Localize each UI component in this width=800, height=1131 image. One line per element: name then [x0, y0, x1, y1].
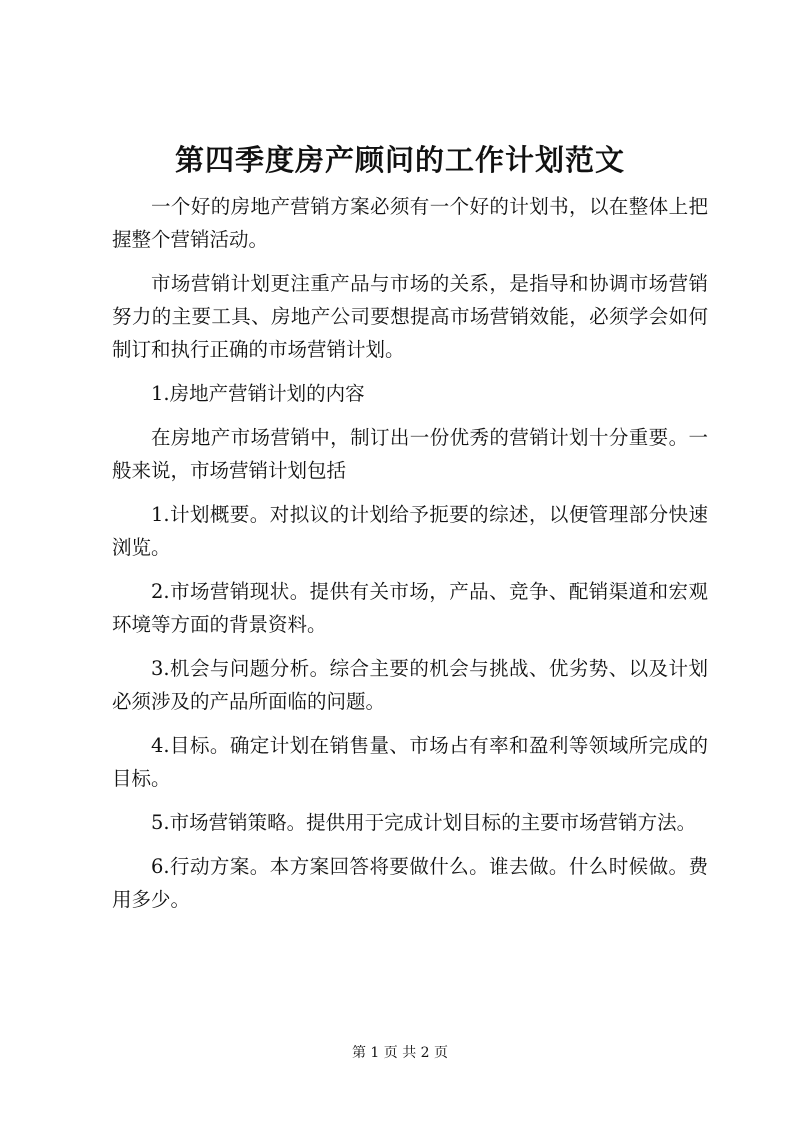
list-item-plan-summary: 1.计划概要。对拟议的计划给予扼要的综述，以便管理部分快速浏览。 [112, 503, 708, 559]
list-item-action-plan: 6.行动方案。本方案回答将要做什么。谁去做。什么时候做。费用多少。 [112, 855, 708, 911]
section-heading-plan-content: 1.房地产营销计划的内容 [151, 382, 365, 405]
document-body [112, 190, 708, 927]
list-item-goals: 4.目标。确定计划在销售量、市场占有率和盈利等领域所完成的目标。 [112, 734, 708, 790]
list-item-opportunity-analysis: 3.机会与问题分析。综合主要的机会与挑战、优劣势、以及计划必须涉及的产品所面临的问题。 [112, 657, 708, 713]
paragraph-plan-importance: 在房地产市场营销中，制订出一份优秀的营销计划十分重要。一般来说，市场营销计划包括 [112, 426, 708, 482]
page-footer: 第 1 页 共 2 页 [351, 1045, 449, 1061]
paragraph-marketing-plan: 市场营销计划更注重产品与市场的关系，是指导和协调市场营销努力的主要工具、房地产公司要想提高市场营销效能，必须学会如何制订和执行正确的市场营销计划。 [112, 272, 708, 361]
paragraph-intro: 一个好的房地产营销方案必须有一个好的计划书，以在整体上把握整个营销活动。 [112, 195, 708, 251]
list-item-marketing-strategy: 5.市场营销策略。提供用于完成计划目标的主要市场营销方法。 [151, 811, 697, 834]
document-title: 第四季度房产顾问的工作计划范文 [174, 143, 625, 177]
list-item-market-status: 2.市场营销现状。提供有关市场，产品、竞争、配销渠道和宏观环境等方面的背景资料。 [112, 580, 708, 636]
